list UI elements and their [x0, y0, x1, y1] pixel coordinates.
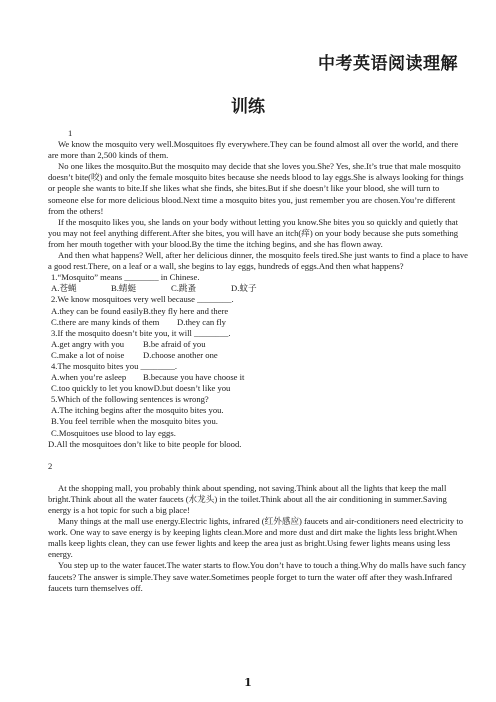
question-options — [48, 306, 468, 317]
question-options — [48, 372, 468, 383]
paragraph: At the shopping mall, you probably think about spending, not saving.Think about all the lights that keep the mall bright.Think about all the water faucets (水龙头) in the toilet.Think about all the air conditioning in summer.Saving energy is a hot topic for such a big place! — [48, 482, 447, 515]
option: D.choose another one — [143, 349, 218, 360]
option: C.跳蚤 — [171, 283, 197, 294]
option: B.because you have choose it — [143, 372, 245, 383]
paragraph: You step up to the water faucet.The water starts to flow.You don’t have to touch a thing.Why do malls have such fancy faucets? The answer is simple.They save water.Sometimes people forget to turn the water off after they wash.Infrared faucets turn themselves off. — [48, 560, 467, 593]
option: C.Mosquitoes use blood to lay eggs. — [51, 427, 176, 438]
document-title: 中考英语阅读理解 — [318, 54, 458, 74]
option: D.they can fly — [177, 316, 226, 327]
paragraph: We know the mosquito very well.Mosquitoes fly everywhere.They can be found almost all over the world, and there are more than 2,500 kinds of them. — [48, 139, 459, 161]
passage-number: 1 — [68, 128, 73, 138]
document-body — [48, 128, 468, 594]
option: B.蜻蜓 — [111, 283, 137, 294]
document-subtitle: 训练 — [231, 97, 265, 117]
option: C.too quickly to let you know — [51, 383, 154, 394]
option: A.苍蝇 — [51, 283, 77, 294]
paragraph: If the mosquito likes you, she lands on your body without letting you know.She bites you so quickly and quietly that you may not feel anything different.After she bites, you will have an itch(痒) on your body because she puts something from her mouth together with your blood.By the time the itching begins, and she has flown away. — [48, 216, 459, 249]
question-stem: 4.The mosquito bites you ________. — [51, 360, 178, 371]
option: A.they can be found easily — [51, 305, 143, 316]
option: C.there are many kinds of them — [51, 316, 160, 327]
option: D.蚊子 — [231, 283, 257, 294]
question-stem: 2.We know mosquitoes very well because ________. — [51, 294, 234, 305]
paragraph: No one likes the mosquito.But the mosquito may decide that she loves you.She? Yes, she.It’s true that male mosquito doesn’t bite(咬) and only the female mosquito bites because she needs blood to lay eggs.She is always looking for things or people she wants to bite.If she likes what she finds, she bites.But if she doesn’t like your blood, she will turn to someone else for more delicious blood.Next time a mosquito bites you, just remember you are chosen.You’re different from the others! — [48, 161, 464, 216]
question-options — [48, 283, 468, 294]
option: D.but doesn’t like you — [153, 383, 231, 394]
question-stem: 5.Which of the following sentences is wrong? — [51, 394, 209, 405]
question-options — [48, 383, 468, 394]
option: A.The itching begins after the mosquito bites you. — [51, 405, 224, 416]
option: C.make a lot of noise — [51, 349, 125, 360]
question-options — [48, 350, 468, 361]
option: B.You feel terrible when the mosquito bites you. — [51, 416, 218, 427]
question-options — [48, 339, 468, 350]
option: A.get angry with you — [51, 338, 125, 349]
paragraph: And then what happens? Well, after her delicious dinner, the mosquito feels tired.She just wants to find a place to have a good rest.There, on a leaf or a wall, she begins to lay eggs, hundreds of eggs.And then what happens? — [48, 250, 468, 272]
page-number: 1 — [244, 676, 252, 689]
option: A.when you’re asleep — [51, 372, 127, 383]
question-stem: 3.If the mosquito doesn’t bite you, it will ________. — [51, 327, 231, 338]
option: B.be afraid of you — [143, 338, 206, 349]
option: B.they fly here and there — [143, 305, 229, 316]
option: D.All the mosquitoes don’t like to bite people for blood. — [48, 438, 242, 449]
question-options — [48, 317, 468, 328]
question-stem: 1.“Mosquito” means ________ in Chinese. — [51, 272, 200, 283]
passage-number: 2 — [48, 460, 53, 471]
paragraph: Many things at the mall use energy.Electric lights, infrared (红外感应) faucets and air-conditioners need electricity to work. One way to save energy is by keeping lights clean.More and more dust and dirt make the lights less bright.When malls keep lights clean, they can use fewer lights and keep the area just as bright.Using fewer lights means using less energy. — [48, 516, 464, 560]
